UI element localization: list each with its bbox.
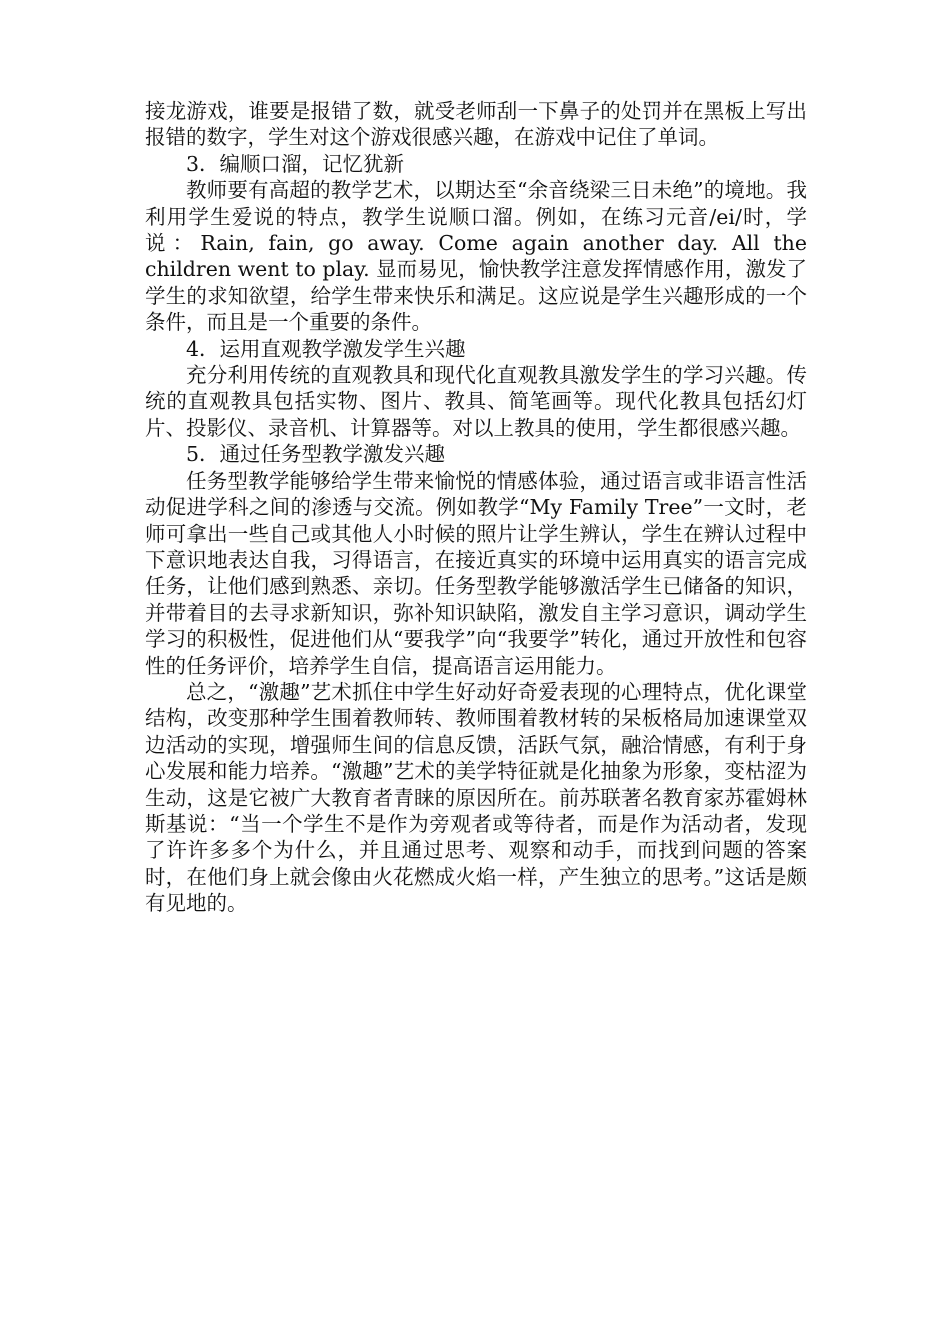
- paragraph-rhymes: 教师要有高超的教学艺术，以期达至“余音绕梁三日未绝”的境地。我利用学生爱说的特点，教学生说顺口溜。例如，在练习元音/ei/时，学说：Rain, fain, go away. Come again another day. All the children went to play. 显而易见，愉快教学注意发挥情感作用，激发了学生的求知欲望，给学生带来快乐和满足。这应说是学生兴趣形成的一个条件，而且是一个重要的条件。: [145, 178, 807, 335]
- paragraph-task-based: 任务型教学能够给学生带来愉悦的情感体验，通过语言或非语言性活动促进学科之间的渗透与交流。例如教学“My Family Tree”一文时，老师可拿出一些自己或其他人小时候的照片让学生辨认，学生在辨认过程中下意识地表达自我，习得语言，在接近真实的环境中运用真实的语言完成任务，让他们感到熟悉、亲切。任务型教学能够激活学生已储备的知识，并带着目的去寻求新知识，弥补知识缺陷，激发自主学习意识，调动学生学习的积极性，促进他们从“要我学”向“我要学”转化，通过开放性和包容性的任务评价，培养学生自信，提高语言运用能力。: [145, 468, 807, 678]
- paragraph-visual-aids: 充分利用传统的直观教具和现代化直观教具激发学生的学习兴趣。传统的直观教具包括实物、图片、教具、简笔画等。现代化教具包括幻灯片、投影仪、录音机、计算器等。对以上教具的使用，学生都很感兴趣。: [145, 363, 807, 440]
- section-heading-4: 4．运用直观教学激发学生兴趣: [186, 336, 466, 361]
- document-body: [145, 98, 807, 917]
- section-heading-5: 5．通过任务型教学激发兴趣: [186, 442, 446, 467]
- paragraph-conclusion: 总之，“激趣”艺术抓住中学生好动好奇爱表现的心理特点，优化课堂结构，改变那种学生围着教师转、教师围着教材转的呆板格局加速课堂双边活动的实现，增强师生间的信息反馈，活跃气氛，融洽情感，有利于身心发展和能力培养。“激趣”艺术的美学特征就是化抽象为形象，变枯涩为生动，这是它被广大教育者青睐的原因所在。前苏联著名教育家苏霍姆林斯基说：“当一个学生不是作为旁观者或等待者，而是作为活动者，发现了许许多多个为什么，并且通过思考、观察和动手，而找到问题的答案时，在他们身上就会像由火花燃成火焰一样，产生独立的思考。”这话是颇有见地的。: [145, 679, 807, 916]
- paragraph-continuation: 接龙游戏，谁要是报错了数，就受老师刮一下鼻子的处罚并在黑板上写出报错的数字，学生对这个游戏很感兴趣，在游戏中记住了单词。: [145, 99, 807, 150]
- section-heading-3: 3．编顺口溜，记忆犹新: [186, 151, 405, 176]
